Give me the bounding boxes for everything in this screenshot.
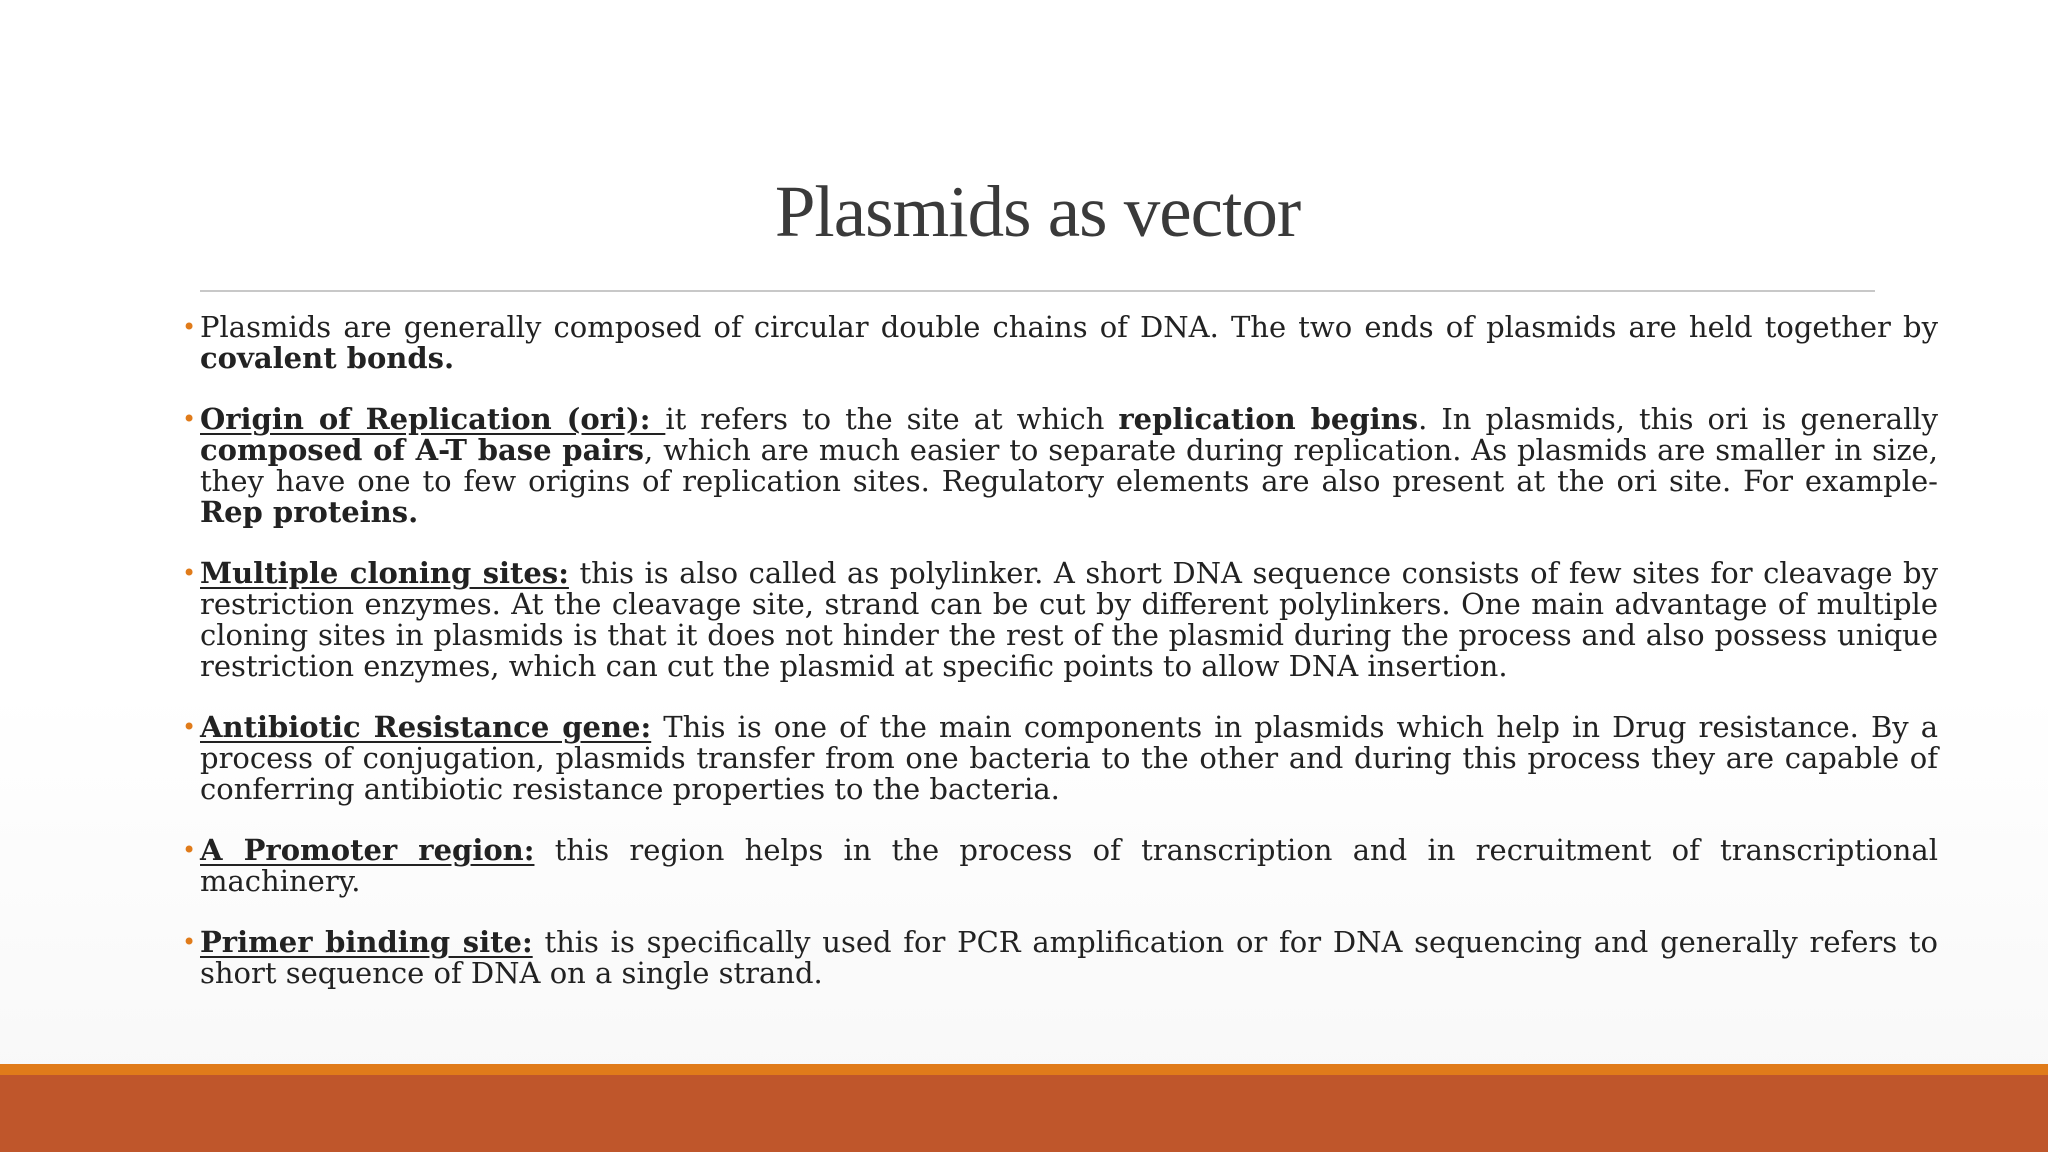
bullet-bold-text: composed of A-T base pairs xyxy=(200,433,644,467)
bullet-term: Antibiotic Resistance gene: xyxy=(200,710,652,744)
bullet-item-multiple-cloning-sites xyxy=(182,558,1938,682)
bullet-dot-icon: • xyxy=(182,713,197,741)
bullet-list xyxy=(182,312,1938,1019)
bullet-item-promoter-region xyxy=(182,835,1938,897)
bullet-bold-text: covalent bonds. xyxy=(200,341,455,375)
bullet-dot-icon: • xyxy=(182,836,197,864)
footer-band xyxy=(0,1075,2048,1152)
bullet-dot-icon: • xyxy=(182,313,197,341)
slide-title: Plasmids as vector xyxy=(774,171,1301,252)
bullet-text: This is one of the main components in plasmids which help in Drug resistance. By a process of conjugation, plasmids transfer from one bacteria to the other and during this process they are capable of conferring antibiotic resistance properties to the bacteria. xyxy=(200,710,1939,806)
bullet-item-antibiotic-resistance-gene xyxy=(182,712,1938,805)
footer-accent-stripe xyxy=(0,1064,2048,1075)
bullet-text: this is also called as polylinker. A short DNA sequence consists of few sites for cleavage by restriction enzymes. At the cleavage site, strand can be cut by different polylinkers. One main advantage of multiple cloning sites in plasmids is that it does not hinder the rest of the plasmid during the process and also possess unique restriction enzymes, which can cut the plasmid at specific points to allow DNA insertion. xyxy=(200,556,1938,683)
bullet-term: Primer binding site: xyxy=(200,925,533,959)
bullet-text: it refers to the site at which xyxy=(665,402,1119,436)
bullet-dot-icon: • xyxy=(182,405,197,433)
bullet-term: Origin of Replication (ori): xyxy=(200,402,666,436)
bullet-dot-icon: • xyxy=(182,928,197,956)
bullet-text: , which are much easier to separate during replication. As plasmids are smaller in size, they have one to few origins of replication sites. Regulatory elements are also present at the ori site. For example- xyxy=(200,433,1938,498)
bullet-item-origin-of-replication xyxy=(182,404,1938,528)
bullet-text: . In plasmids, this ori is generally xyxy=(1418,402,1938,436)
bullet-item-plasmid-structure xyxy=(182,312,1938,374)
bullet-term: A Promoter region: xyxy=(200,833,535,867)
bullet-bold-text: replication begins xyxy=(1118,402,1419,436)
title-divider xyxy=(200,290,1875,292)
bullet-dot-icon: • xyxy=(182,559,197,587)
bullet-term: Multiple cloning sites: xyxy=(200,556,569,590)
bullet-bold-text: Rep proteins. xyxy=(200,495,419,529)
bullet-text: Plasmids are generally composed of circular double chains of DNA. The two ends of plasmids are held together by xyxy=(200,310,1938,344)
bullet-item-primer-binding-site xyxy=(182,927,1938,989)
bullet-text: this is specifically used for PCR amplification or for DNA sequencing and generally refers to short sequence of DNA on a single strand. xyxy=(200,925,1938,990)
bullet-text: this region helps in the process of transcription and in recruitment of transcriptional machinery. xyxy=(200,833,1938,898)
